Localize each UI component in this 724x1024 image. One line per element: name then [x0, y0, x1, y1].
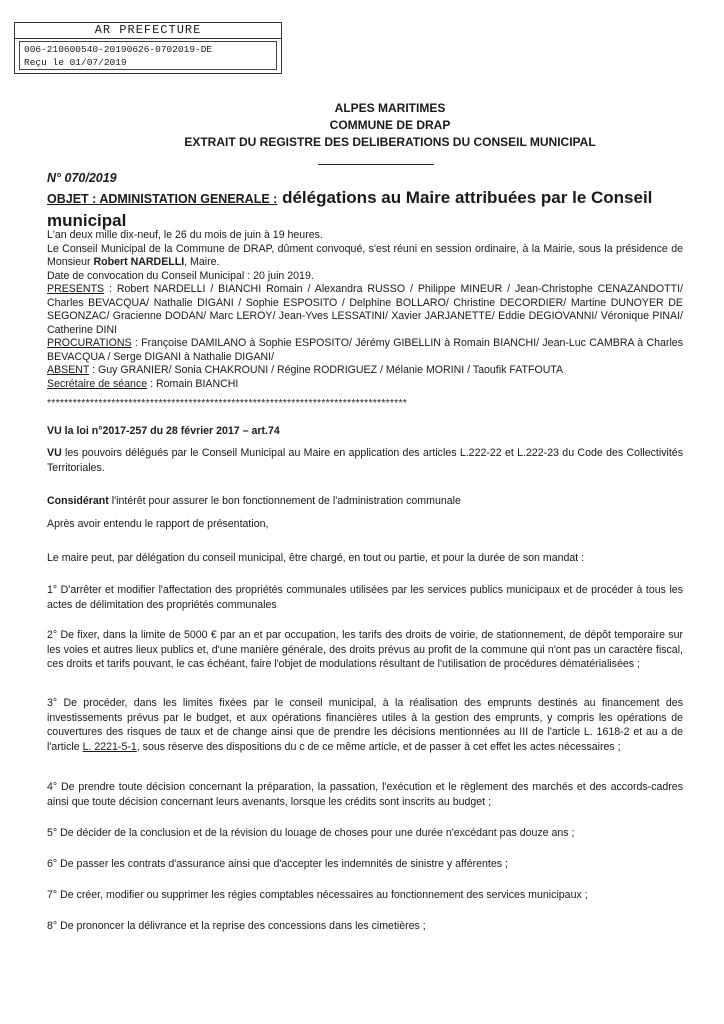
procurations-list: PROCURATIONS : Françoise DAMILANO à Sophie ESPOSITO/ Jérémy GIBELLIN à Romain BIANCHI/ Jean-Luc CAMBRA à Charles BEVACQUA / Serge DIGANI à Nathalie DIGANI/	[47, 337, 683, 363]
session-date: L'an deux mille dix-neuf, le 26 du mois de juin à 19 heures.	[47, 229, 323, 241]
considerant: Considérant l'intérêt pour assurer le bon fonctionnement de l'administration communale	[47, 495, 461, 507]
stamp-details	[19, 41, 277, 70]
delegation-item-8: 8° De prononcer la délivrance et la reprise des concessions dans les cimetières ;	[47, 920, 426, 932]
vu-powers: VU les pouvoirs délégués par le Conseil Municipal au Maire en application des articles L.222-22 et L.222-23 du Code des Collectivités Territoriales.	[47, 447, 683, 474]
register-heading: EXTRAIT DU REGISTRE DES DELIBERATIONS DU CONSEIL MUNICIPAL	[184, 135, 596, 149]
delegation-item-7: 7° De créer, modifier ou supprimer les régies comptables nécessaires au fonctionnement des services municipaux ;	[47, 889, 588, 901]
delegation-item-2: 2° De fixer, dans la limite de 5000 € par an et par occupation, les tarifs des droits de voirie, de stationnement, de dépôt temporaire sur les voies et autres lieux publics et, d'une manière générale, des droits prévus au profit de la commune qui n'ont pas un caractère fiscal, ces droits et tarifs pouvant, le cas échéant, faire l'objet de modulations résultant de l'utilisation de procédures dématérialisées ;	[47, 629, 683, 670]
department-heading: ALPES MARITIMES	[334, 101, 446, 115]
president-name: Robert NARDELLI	[93, 256, 185, 268]
delegation-item-1: 1° D'arrêter et modifier l'affectation des propriétés communales utilisées par les services publics municipaux et de procéder à tous les actes de délimitation des propriétés communales	[47, 584, 683, 611]
subject-label: OBJET : ADMINISTATION GENERALE :	[47, 192, 278, 206]
deliberation-subject	[47, 187, 687, 231]
delegation-intro: Le maire peut, par délégation du conseil municipal, être chargé, en tout ou partie, et pour la durée de son mandat :	[47, 552, 585, 564]
subject-title: délégations au Maire attribuées par le Conseil municipal	[47, 188, 653, 230]
header-divider	[318, 164, 434, 165]
stamp-reference: 006-210600540-20190626-0702019-DE	[24, 44, 213, 55]
delegation-item-5: 5° De décider de la conclusion et de la révision du louage de choses pour une durée n'excédant pas douze ans ;	[47, 827, 575, 839]
session-convening: Le Conseil Municipal de la Commune de DRAP, dûment convoqué, s'est réuni en session ordinaire, à la Mairie, sous la présidence de Monsieur Robert NARDELLI, Maire.	[47, 242, 683, 268]
vu-law: VU la loi n°2017-257 du 28 février 2017 – art.74	[47, 425, 280, 437]
prefecture-stamp	[14, 22, 282, 74]
deliberation-number: N° 070/2019	[47, 171, 117, 185]
stamp-title: AR PREFECTURE	[15, 23, 281, 39]
commune-heading: COMMUNE DE DRAP	[329, 118, 451, 132]
session-details	[47, 229, 683, 391]
delegation-item-3: 3° De procéder, dans les limites fixées par le conseil municipal, à la réalisation des emprunts destinés au financement des investissements prévus par le budget, et aux opérations financières utiles à la gestion des emprunts, y compris les opérations de couvertures des risques de taux et de change ainsi que de prendre les décisions mentionnées au III de l'article L. 1618-2 et au a de l'article L. 2221-5-1, sous réserve des dispositions du c de ce même article, et de passer à cet effet les actes nécessaires ;	[47, 697, 683, 753]
separator-line: ************************************************************************************	[47, 397, 408, 409]
delegation-item-4: 4° De prendre toute décision concernant la préparation, la passation, l'exécution et le règlement des marchés et des accords-cadres ainsi que toute décision concernant leurs avenants, lorsque les crédits sont inscrits au budget ;	[47, 781, 683, 808]
apres-rapport: Après avoir entendu le rapport de présentation,	[47, 518, 269, 530]
stamp-received-date: Reçu le 01/07/2019	[24, 57, 127, 68]
article-link: L. 2221-5-1	[82, 740, 137, 753]
presents-list: PRESENTS : Robert NARDELLI / BIANCHI Romain / Alexandra RUSSO / Philippe MINEUR / Jean-Christophe CENAZANDOTTI/ Charles BEVACQUA/ Nathalie DIGANI / Sophie ESPOSITO / Delphine BOLLARO/ Christine DECORDIER/ Martine DUNOYER DE SEGONZAC/ Gracienne DODAN/ Marc LEROY/ Jean-Yves LESSATINI/ Xavier JARJANETTE/ Eddie DEGIOVANNI/ Véronique PINAI/ Catherine DINI	[47, 283, 683, 336]
absent-list: ABSENT : Guy GRANIER/ Sonia CHAKROUNI / Régine RODRIGUEZ / Mélanie MORINI / Taoufik FATFOUTA	[47, 364, 564, 376]
session-secretary: Secrétaire de séance : Romain BIANCHI	[47, 377, 239, 390]
convocation-date: Date de convocation du Conseil Municipal : 20 juin 2019.	[47, 269, 314, 282]
delegation-item-6: 6° De passer les contrats d'assurance ainsi que d'accepter les indemnités de sinistre y afférentes ;	[47, 858, 508, 870]
